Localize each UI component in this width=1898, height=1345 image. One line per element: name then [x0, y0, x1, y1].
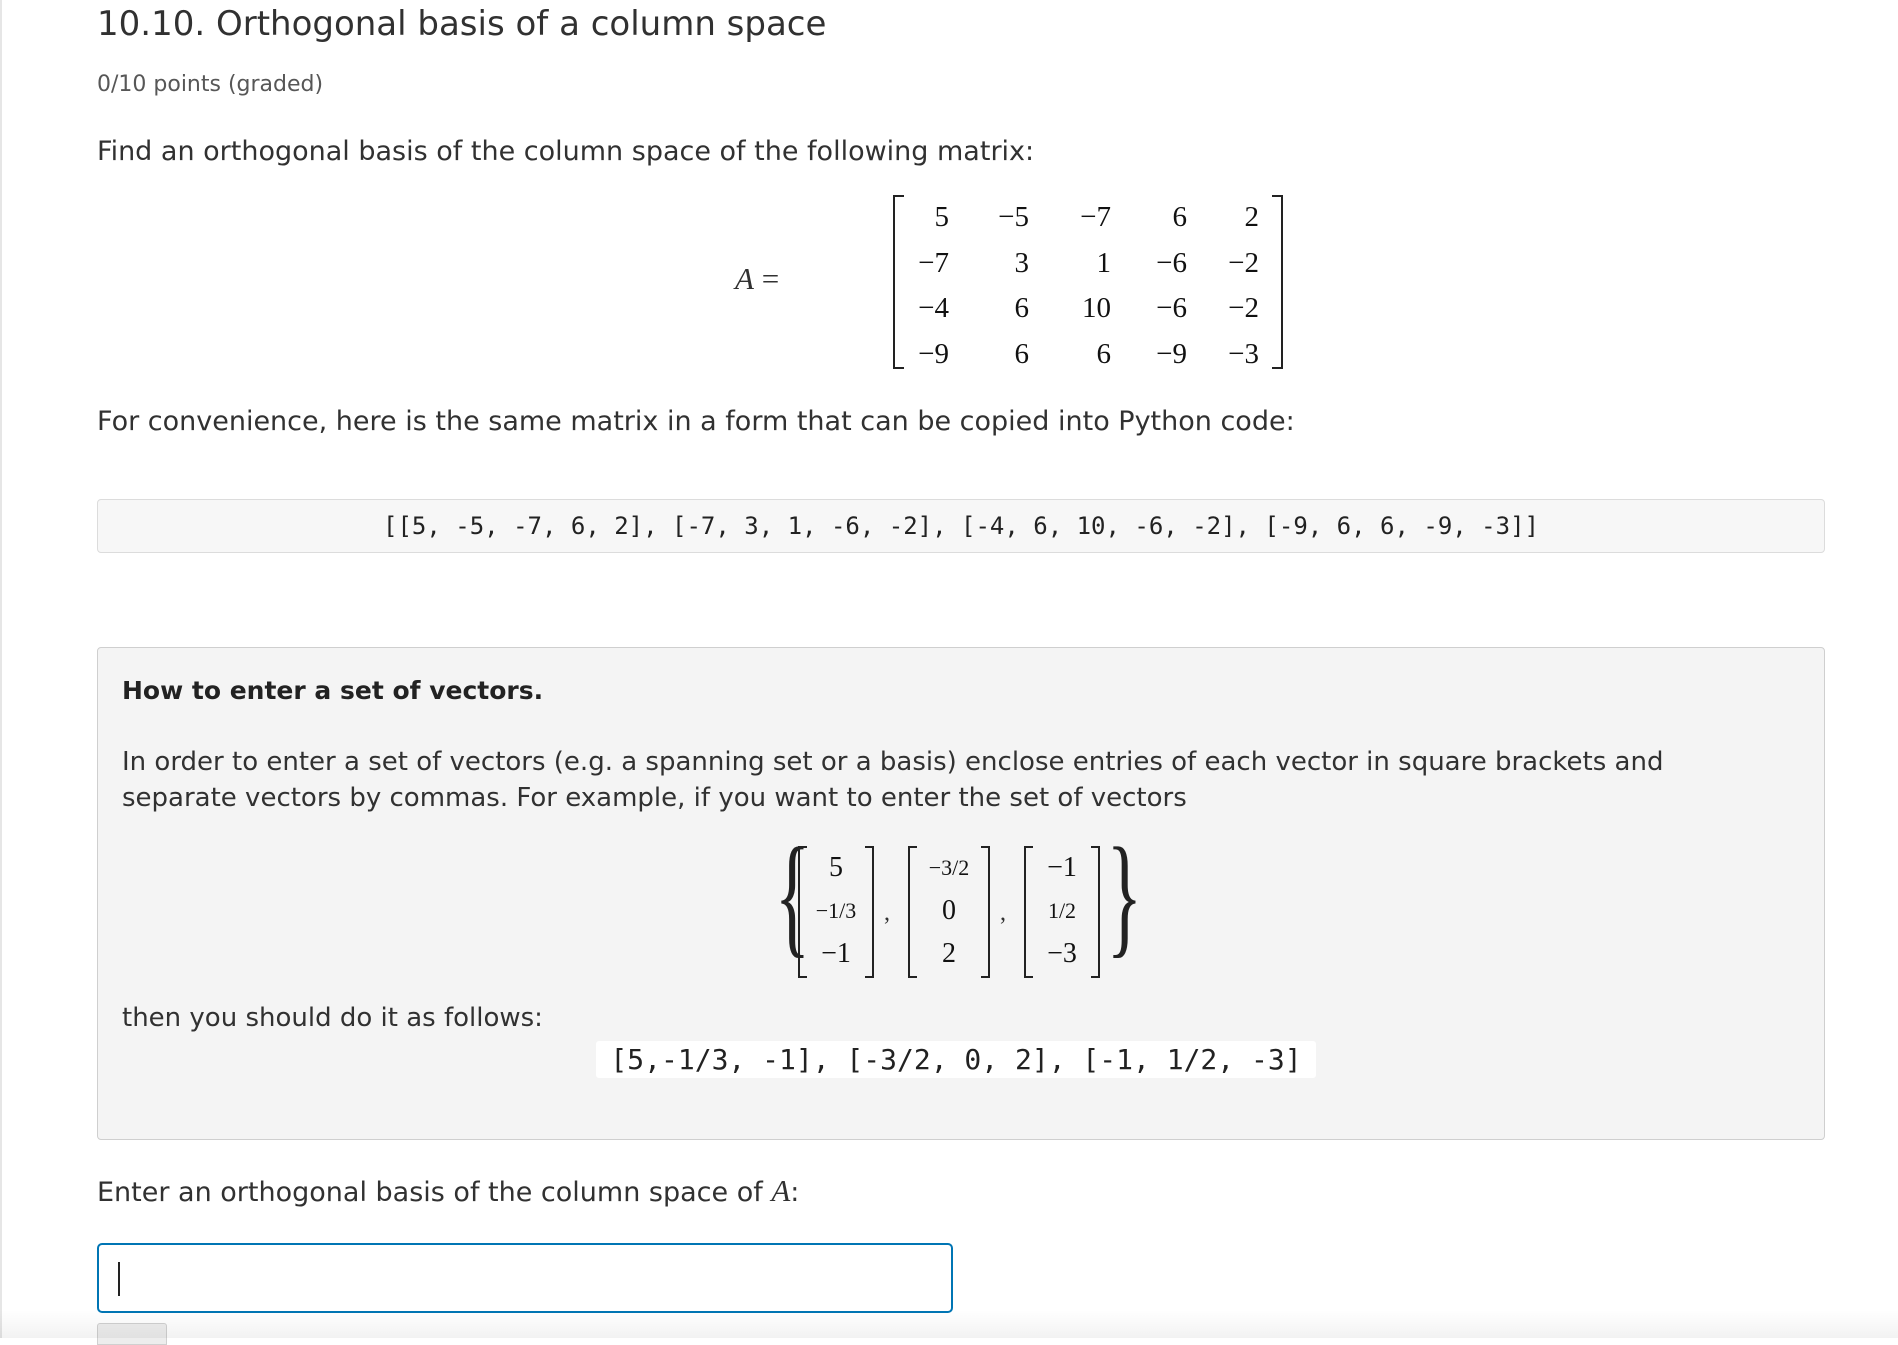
matrix-table: [901, 195, 1259, 377]
points-status: 0/10 points (graded): [97, 72, 324, 97]
vector-entry: −3: [1047, 938, 1077, 969]
separator-comma: ,: [884, 900, 890, 926]
matrix-cell: −7: [918, 246, 949, 279]
bottom-shadow: [0, 1310, 1898, 1338]
matrix-cell: 6: [1172, 201, 1187, 234]
matrix-cell: −5: [998, 201, 1029, 234]
example-vector: [1024, 846, 1100, 976]
vector-entry: −1: [1047, 852, 1077, 883]
matrix-label: A =: [735, 261, 780, 296]
answer-label: Enter an orthogonal basis of the column space of A:: [97, 1173, 800, 1208]
example-vector: [798, 846, 874, 976]
vector-bracket: [981, 846, 990, 978]
right-brace: }: [1106, 821, 1143, 970]
matrix-cell: 3: [1014, 246, 1029, 279]
matrix-cell: −7: [1080, 201, 1111, 234]
matrix-cell: −2: [1228, 292, 1259, 325]
matrix-cell: 6: [1014, 337, 1029, 370]
matrix-body: [893, 195, 1283, 370]
howto-instructions: In order to enter a set of vectors (e.g. a spanning set or a basis) enclose entries of each vector in square brackets and separate vectors by commas. For example, if you want to enter the set of vectors: [122, 747, 1664, 813]
matrix-cell: −6: [1156, 246, 1187, 279]
vector-entry: −3/2: [928, 855, 970, 880]
matrix-cell: −9: [918, 337, 949, 370]
vector-bracket: [1091, 846, 1100, 978]
problem-prompt: Find an orthogonal basis of the column space of the following matrix:: [97, 136, 1035, 167]
vector-bracket: [1024, 846, 1033, 978]
answer-input[interactable]: [97, 1243, 953, 1313]
left-brace: {: [774, 821, 811, 970]
vector-entry: 5: [829, 852, 843, 883]
matrix-cell: −3: [1228, 337, 1259, 370]
matrix-cell: 5: [934, 201, 949, 234]
example-vector: [908, 846, 990, 976]
python-code-box[interactable]: [97, 499, 1825, 553]
problem-title: 10.10. Orthogonal basis of a column space: [97, 4, 827, 44]
python-code[interactable]: [[5, -5, -7, 6, 2], [-7, 3, 1, -6, -2], [-4, 6, 10, -6, -2], [-9, 6, 6, -9, -3]]: [383, 512, 1539, 540]
howto-panel: [97, 647, 1825, 1140]
separator-comma: ,: [1000, 900, 1006, 926]
example-vector-set: [774, 821, 1246, 982]
vector-entry: 0: [942, 895, 956, 926]
matrix-cell: −2: [1228, 246, 1259, 279]
vector-entry: 2: [942, 938, 956, 969]
matrix-cell: 10: [1082, 292, 1111, 325]
vector-entry: 1/2: [1047, 898, 1077, 923]
vector-entry: −1: [821, 938, 851, 969]
matrix-cell: 6: [1014, 292, 1029, 325]
matrix-row: [901, 286, 1259, 332]
vector-entry: −1/3: [815, 898, 857, 923]
matrix-cell: 6: [1096, 337, 1111, 370]
vector-bracket: [798, 846, 807, 978]
left-border: [0, 0, 2, 1338]
matrix-row: [901, 241, 1259, 287]
matrix-row: [901, 195, 1259, 241]
matrix-cell: 2: [1244, 201, 1259, 234]
convenience-text: For convenience, here is the same matrix in a form that can be copied into Python code:: [97, 406, 1295, 437]
matrix-cell: −9: [1156, 337, 1187, 370]
matrix-cell: −6: [1156, 292, 1187, 325]
example-code: [5,-1/3, -1], [-3/2, 0, 2], [-1, 1/2, -3]: [596, 1041, 1316, 1078]
text-cursor: [118, 1262, 120, 1296]
vector-bracket: [865, 846, 874, 978]
matrix-cell: 1: [1096, 246, 1111, 279]
matrix-row: [901, 332, 1259, 378]
vector-bracket: [908, 846, 917, 978]
matrix-cell: −4: [918, 292, 949, 325]
howto-heading: How to enter a set of vectors.: [122, 676, 544, 705]
then-text: then you should do it as follows:: [122, 1003, 543, 1033]
matrix-right-bracket: [1272, 195, 1283, 369]
